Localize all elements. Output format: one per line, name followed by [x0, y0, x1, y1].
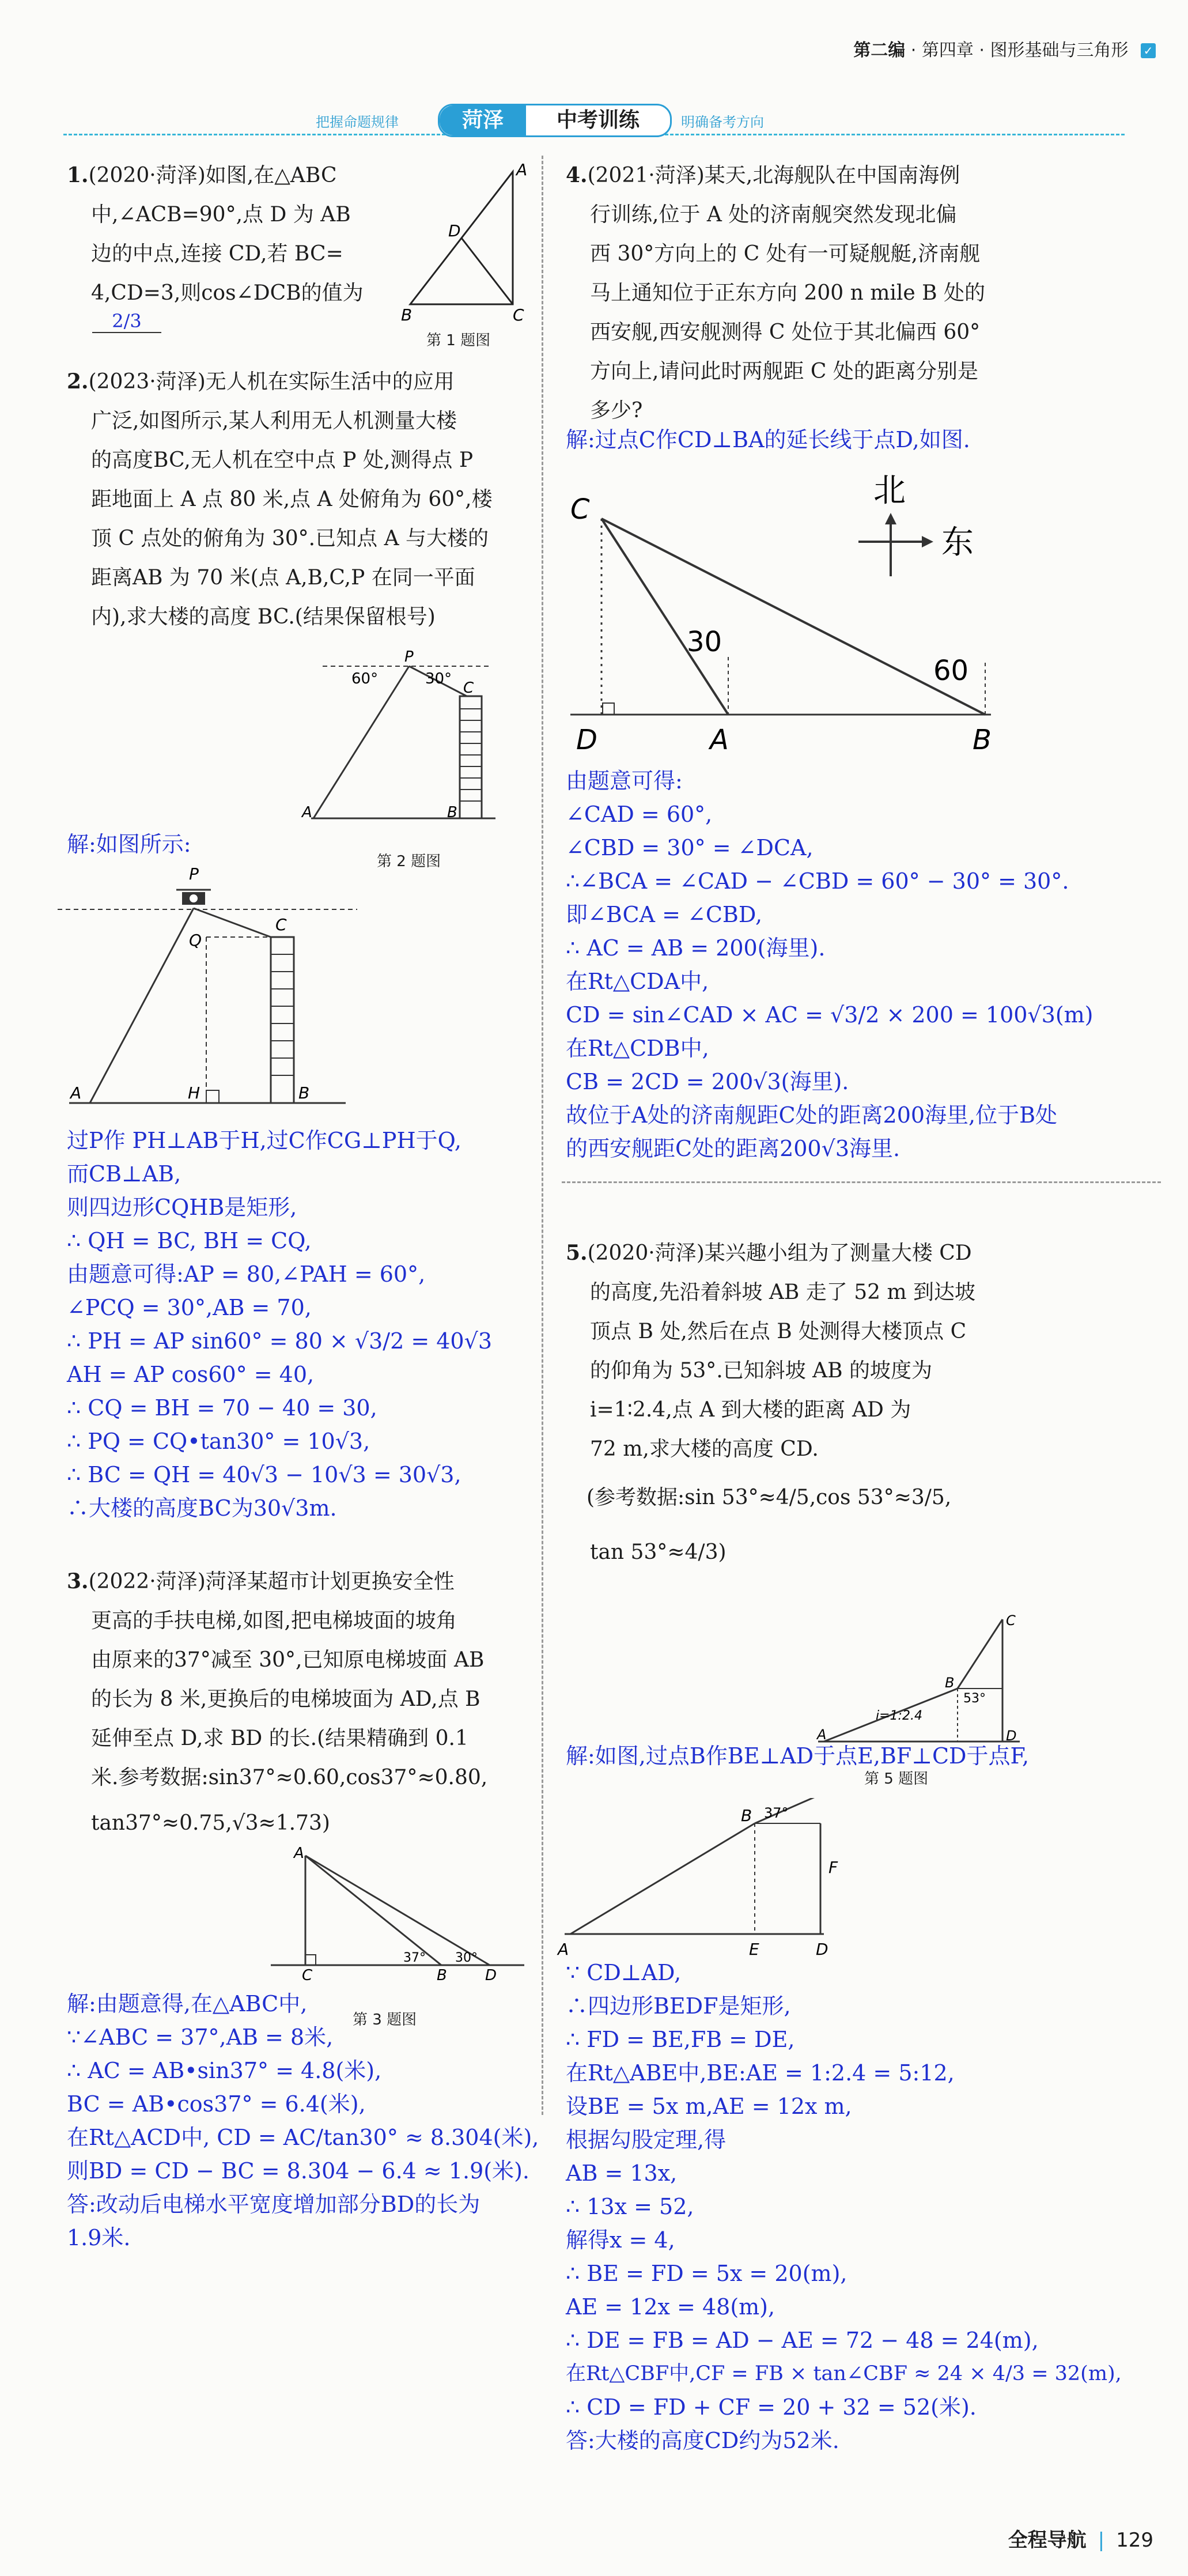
q4-line: (2021·菏泽)某天,北海舰队在中国南海例	[587, 164, 960, 187]
check-icon: ✓	[1141, 43, 1156, 58]
q1-figure	[398, 161, 536, 334]
q2-solution-figure	[58, 862, 357, 1116]
svg-text:A: A	[817, 1727, 827, 1743]
q2-solution-line: ∴大楼的高度BC为30√3m.	[67, 1495, 337, 1521]
svg-text:C: C	[302, 1967, 313, 1982]
q2-solution-line: ∴ QH = BC, BH = CQ,	[67, 1228, 312, 1253]
q4-line: 多少?	[590, 399, 643, 422]
svg-text:D: D	[576, 724, 597, 756]
q5-number: 5.	[566, 1241, 588, 1265]
svg-text:A: A	[70, 1083, 82, 1102]
q5-solution-line: 设BE = 5x m,AE = 12x m,	[566, 2094, 852, 2119]
q4-line: 马上通知位于正东方向 200 n mile B 处的	[590, 281, 986, 305]
q3-solution-line: ∴ AC = AB•sin37° = 4.8(米),	[67, 2058, 382, 2083]
q4-line: 方向上,请问此时两舰距 C 处的距离分别是	[590, 360, 978, 383]
svg-text:E: E	[749, 1940, 759, 1959]
svg-text:60: 60	[933, 655, 969, 687]
svg-text:B: B	[945, 1675, 955, 1691]
q2-solution-line: ∴ PQ = CQ•tan30° = 10√3,	[67, 1429, 370, 1454]
page-header: 第二编 · 第四章 · 图形基础与三角形 ✓	[853, 36, 1156, 61]
q5-separator	[562, 1181, 1161, 1183]
q1-answer-blank	[92, 310, 161, 333]
column-divider	[542, 156, 543, 2115]
q1-line: (2020·菏泽)如图,在△ABC	[88, 164, 337, 187]
q4-solution-line: ∴∠BCA = ∠CAD − ∠CBD = 60° − 30° = 30°.	[566, 868, 1069, 894]
q3-solution-line: 答:改动后电梯水平宽度增加部分BD的长为	[67, 2192, 481, 2217]
svg-text:C: C	[513, 305, 524, 324]
q5-solution-line: ∴ BE = FD = 5x = 20(m),	[566, 2261, 848, 2286]
q4-solution-line: 在Rt△CDB中,	[566, 1036, 709, 1061]
q4-solution-line: CD = sin∠CAD × AC = √3/2 × 200 = 100√3(m)	[566, 1002, 1094, 1028]
q5-solution-line: ∴四边形BEDF是矩形,	[566, 1993, 791, 2019]
q2-line: 距离AB 为 70 米(点 A,B,C,P 在同一平面	[91, 566, 475, 590]
svg-text:D: D	[816, 1940, 828, 1959]
compass-icon	[858, 513, 933, 576]
q4-line: 西安舰,西安舰测得 C 处位于其北偏西 60°	[590, 320, 981, 344]
q1-line: 中,∠ACB=90°,点 D 为 AB	[91, 203, 351, 226]
q5-solution-line: 根据勾股定理,得	[566, 2127, 727, 2152]
q3-solution-line: 则BD = CD − BC = 8.304 − 6.4 ≈ 1.9(米).	[67, 2158, 530, 2184]
svg-text:A: A	[294, 1845, 304, 1862]
q5-solution	[566, 1956, 1122, 2457]
q4-line: 西 30°方向上的 C 处有一可疑舰艇,济南舰	[590, 242, 981, 266]
q3-figure	[271, 1844, 524, 1982]
svg-text:C: C	[570, 493, 590, 526]
q4-solution-line: 在Rt△CDA中,	[566, 969, 709, 994]
q3-solution-line: 1.9米.	[67, 2225, 131, 2250]
q4-solution-line: ∴ AC = AB = 200(海里).	[566, 935, 826, 961]
q1-number: 1.	[67, 163, 89, 187]
q5-caption: 第 5 题图	[864, 1770, 929, 1788]
q3-line: 的长为 8 米,更换后的电梯坡面为 AD,点 B	[91, 1687, 481, 1711]
q4-solution	[566, 764, 1094, 1165]
q2-solution-line: ∴ PH = AP sin60° = 80 × √3/2 = 40√3	[67, 1328, 492, 1354]
svg-text:53°: 53°	[963, 1691, 986, 1706]
q1-line: 4,CD=3,则cos∠DCB的值为	[91, 281, 364, 305]
section-banner	[0, 101, 1188, 138]
svg-text:P: P	[404, 648, 414, 666]
q5-solution-line: ∴ FD = BE,FB = DE,	[566, 2027, 795, 2052]
banner-slogan-right: 明确备考方向	[681, 114, 764, 130]
q5-solution-line: 在Rt△CBF中,CF = FB × tan∠CBF ≈ 24 × 4/3 = 32(m),	[566, 2362, 1122, 2385]
q3-line: 由原来的37°减至 30°,已知原电梯坡面 AB	[91, 1648, 485, 1672]
q1-answer: 2/3	[112, 310, 142, 332]
q3-line: 延伸至点 D,求 BD 的长.(结果精确到 0.1	[91, 1727, 468, 1750]
q5-line: 72 m,求大楼的高度 CD.	[590, 1437, 819, 1461]
svg-text:B: B	[973, 724, 992, 756]
q5-solution-line: ∵ CD⊥AD,	[566, 1960, 682, 1985]
banner-title: 中考训练	[556, 108, 640, 132]
svg-text:D: D	[1006, 1728, 1017, 1744]
svg-text:A: A	[558, 1940, 569, 1959]
svg-text:B: B	[741, 1806, 752, 1825]
q2-figure	[300, 645, 519, 836]
question-1	[67, 156, 401, 313]
banner-tag	[438, 104, 672, 137]
q3-line: 米.参考数据:sin37°≈0.60,cos37°≈0.80,	[91, 1766, 488, 1789]
svg-text:F: F	[828, 1858, 838, 1877]
q1-line: 边的中点,连接 CD,若 BC=	[91, 242, 343, 266]
q5-solution-line: AB = 13x,	[566, 2160, 678, 2186]
q2-solution-label: 解:如图所示:	[67, 832, 191, 857]
q4-line: 行训练,位于 A 处的济南舰突然发现北偏	[590, 203, 957, 226]
q5-solution-figure	[553, 1798, 876, 1965]
svg-text:30: 30	[687, 626, 722, 658]
q2-solution-line: ∠PCQ = 30°,AB = 70,	[67, 1295, 312, 1320]
svg-text:B: B	[447, 804, 457, 821]
header-part: 第二编	[853, 40, 906, 61]
q2-line: 广泛,如图所示,某人利用无人机测量大楼	[91, 409, 457, 433]
q2-number: 2.	[67, 369, 89, 394]
q2-solution-line: 过P作 PH⊥AB于H,过C作CG⊥PH于Q,	[67, 1128, 461, 1153]
svg-text:A: A	[710, 724, 729, 756]
q4-figure	[559, 455, 1020, 761]
q5-line: 的仰角为 53°.已知斜坡 AB 的坡度为	[590, 1359, 933, 1383]
question-3	[67, 1562, 539, 1849]
q3-line: (2022·菏泽)菏泽某超市计划更换安全性	[88, 1570, 455, 1593]
svg-text:B: B	[401, 305, 413, 324]
q5-line: (2020·菏泽)某兴趣小组为了测量大楼 CD	[587, 1241, 972, 1265]
banner-slogan-left: 把握命题规律	[316, 114, 399, 130]
q2-line: 的高度BC,无人机在空中点 P 处,测得点 P	[91, 448, 474, 472]
q5-line: 的高度,先沿着斜坡 AB 走了 52 m 到达坡	[590, 1281, 976, 1304]
question-5	[566, 1233, 1165, 1578]
q5-line: 顶点 B 处,然后在点 B 处测得大楼顶点 C	[590, 1320, 967, 1343]
svg-text:A: A	[516, 161, 528, 179]
q5-solution-line: ∴ 13x = 52,	[566, 2194, 694, 2219]
q2-solution-line: 则四边形CQHB是矩形,	[67, 1195, 297, 1220]
page-number: 129	[1116, 2529, 1153, 2552]
q2-solution	[67, 1124, 492, 1525]
q2-line: (2023·菏泽)无人机在实际生活中的应用	[88, 370, 455, 394]
q5-solution-label: 解:如图,过点B作BE⊥AD于点E,BF⊥CD于点F,	[566, 1743, 1030, 1769]
q1-caption: 第 1 题图	[426, 332, 491, 349]
q2-caption: 第 2 题图	[377, 853, 441, 870]
q5-line: tan 53°≈4/3)	[590, 1540, 727, 1564]
svg-text:60°: 60°	[351, 670, 379, 688]
q3-line: 更高的手扶电梯,如图,把电梯坡面的坡角	[91, 1609, 457, 1633]
q5-solution-line: ∴ CD = FD + CF = 20 + 32 = 52(米).	[566, 2394, 977, 2420]
q2-line: 距地面上 A 点 80 米,点 A 处俯角为 60°,楼	[91, 488, 493, 511]
q2-solution-line: ∴ BC = QH = 40√3 − 10√3 = 30√3,	[67, 1462, 461, 1487]
svg-text:30°: 30°	[425, 670, 452, 688]
q4-number: 4.	[566, 163, 588, 187]
q4-solution-line: 故位于A处的济南舰距C处的距离200海里,位于B处	[566, 1102, 1058, 1128]
q5-solution-line: ∴ DE = FB = AD − AE = 72 − 48 = 24(m),	[566, 2328, 1039, 2353]
q3-number: 3.	[67, 1569, 89, 1593]
svg-text:30°: 30°	[455, 1951, 478, 1965]
q4-solution-line: 的西安舰距C处的距离200√3海里.	[566, 1136, 901, 1161]
q5-solution-line: AE = 12x = 48(m),	[566, 2294, 775, 2320]
q2-line: 内),求大楼的高度 BC.(结果保留根号)	[91, 605, 436, 629]
svg-text:37°: 37°	[764, 1805, 789, 1821]
page-footer	[1008, 2524, 1153, 2552]
svg-text:B: B	[437, 1967, 447, 1982]
svg-text:A: A	[302, 804, 312, 821]
svg-text:C: C	[275, 915, 287, 934]
svg-text:D: D	[485, 1967, 497, 1982]
banner-city: 菏泽	[440, 105, 526, 135]
q5-solution-line: 在Rt△ABE中,BE:AE = 1:2.4 = 5:12,	[566, 2060, 955, 2086]
footer-book: 全程导航	[1008, 2529, 1087, 2552]
q3-solution-line: BC = AB•cos37° = 6.4(米),	[67, 2091, 366, 2117]
q5-figure	[807, 1608, 1026, 1752]
q5-line: (参考数据:sin 53°≈4/5,cos 53°≈3/5,	[587, 1486, 952, 1509]
compass-north: 北	[873, 472, 906, 509]
q3-caption: 第 3 题图	[353, 2011, 417, 2029]
header-chapter: 第四章	[921, 40, 974, 61]
svg-text:C: C	[1006, 1612, 1016, 1629]
q3-solution-line: 在Rt△ACD中, CD = AC/tan30° ≈ 8.304(米),	[67, 2125, 539, 2150]
q4-solution-line: 即∠BCA = ∠CBD,	[566, 902, 763, 927]
q2-solution-line: ∴ CQ = BH = 70 − 40 = 30,	[67, 1395, 377, 1421]
question-2	[67, 362, 539, 637]
q4-solution-label: 解:过点C作CD⊥BA的延长线于点D,如图.	[566, 427, 970, 452]
svg-text:C: C	[463, 679, 474, 697]
q3-solution	[67, 1987, 539, 2254]
q5-solution-line: 答:大楼的高度CD约为52米.	[566, 2428, 839, 2453]
q4-solution-line: 由题意可得:	[566, 768, 683, 794]
q4-solution-line: ∠CAD = 60°,	[566, 802, 713, 827]
footer-separator: |	[1098, 2529, 1105, 2552]
svg-text:D: D	[448, 221, 461, 240]
q4-solution-line: CB = 2CD = 200√3(海里).	[566, 1069, 849, 1094]
q3-line: tan37°≈0.75,√3≈1.73)	[91, 1811, 330, 1835]
svg-text:i=1:2.4: i=1:2.4	[876, 1709, 922, 1723]
question-4	[566, 156, 1165, 430]
q3-solution-line: 解:由题意得,在△ABC中,	[67, 1991, 308, 2016]
svg-text:Q: Q	[189, 931, 202, 950]
svg-text:B: B	[298, 1083, 310, 1102]
q5-solution-line: 解得x = 4,	[566, 2227, 675, 2253]
q2-solution-line: AH = AP cos60° = 40,	[67, 1362, 315, 1387]
compass-east: 东	[941, 524, 974, 561]
header-topic: 图形基础与三角形	[990, 40, 1129, 61]
q2-solution-line: 而CB⊥AB,	[67, 1161, 181, 1187]
q4-solution-line: ∠CBD = 30° = ∠DCA,	[566, 835, 814, 860]
q2-line: 顶 C 点处的俯角为 30°.已知点 A 与大楼的	[91, 527, 489, 550]
svg-text:37°: 37°	[403, 1951, 426, 1965]
q2-solution-line: 由题意可得:AP = 80,∠PAH = 60°,	[67, 1261, 426, 1287]
q3-solution-line: ∵∠ABC = 37°,AB = 8米,	[67, 2024, 334, 2050]
q5-line: i=1∶2.4,点 A 到大楼的距离 AD 为	[590, 1398, 911, 1422]
svg-text:P: P	[189, 864, 199, 883]
svg-text:H: H	[188, 1083, 200, 1102]
drone-icon	[176, 890, 211, 905]
